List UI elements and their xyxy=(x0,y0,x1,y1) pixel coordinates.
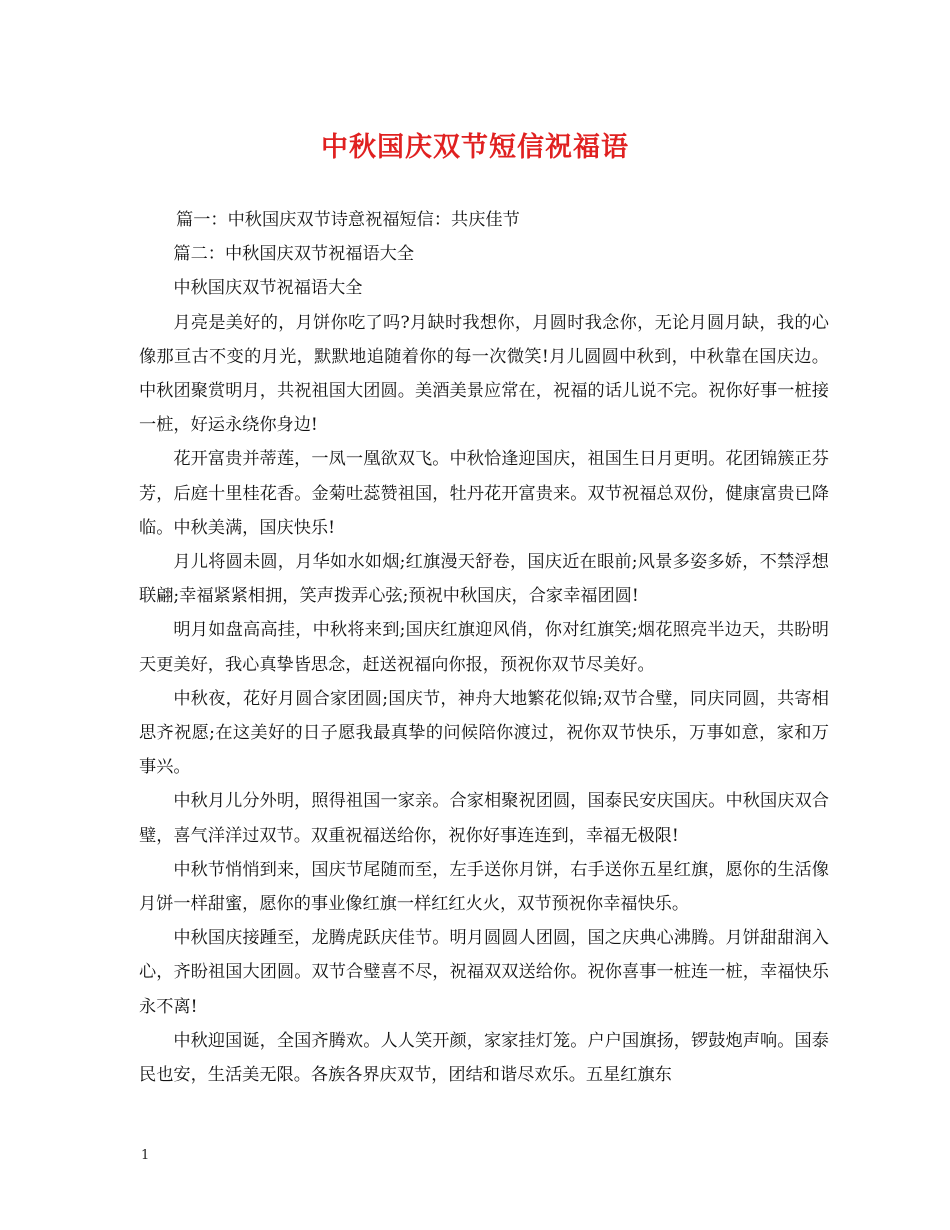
document-title: 中秋国庆双节短信祝福语 xyxy=(321,132,629,163)
paragraph: 花开富贵并蒂莲，一凤一凰欲双飞。中秋恰逢迎国庆，祖国生日月更明。花团锦簇正芬芳，后庭十里桂花香。金菊吐蕊赞祖国，牡丹花开富贵来。双节祝福总双份，健康富贵已降临。中秋美满，国庆快乐! xyxy=(139,449,829,538)
paragraph: 月儿将圆未圆，月华如水如烟;红旗漫天舒卷，国庆近在眼前;风景多姿多娇，不禁浮想联翩;幸福紧紧相拥，笑声拨弄心弦;预祝中秋国庆，合家幸福团圆! xyxy=(139,552,829,607)
paragraph: 明月如盘高高挂，中秋将来到;国庆红旗迎风俏，你对红旗笑;烟花照亮半边天，共盼明天更美好，我心真挚皆思念，赶送祝福向你报，预祝你双节尽美好。 xyxy=(139,620,829,675)
paragraph: 中秋迎国诞，全国齐腾欢。人人笑开颜，家家挂灯笼。户户国旗扬，锣鼓炮声响。国泰民也安，生活美无限。各族各界庆双节，团结和谐尽欢乐。五星红旗东 xyxy=(139,1030,829,1086)
paragraph: 中秋夜，花好月圆合家团圆;国庆节，神舟大地繁花似锦;双节合璧，同庆同圆，共寄相思齐祝愿;在这美好的日子愿我最真挚的问候陪你渡过，祝你双节快乐，万事如意，家和万事兴。 xyxy=(139,688,829,778)
document-body xyxy=(139,203,829,1092)
paragraph: 月亮是美好的，月饼你吃了吗?月缺时我想你，月圆时我念你，无论月圆月缺，我的心像那亘古不变的月光，默默地追随着你的每一次微笑!月儿圆圆中秋到，中秋靠在国庆边。中秋团聚赏明月，共祝祖国大团圆。美酒美景应常在，祝福的话儿说不完。祝你好事一桩接一桩，好运永绕你身边! xyxy=(139,312,829,436)
paragraph: 中秋国庆接踵至，龙腾虎跃庆佳节。明月圆圆人团圆，国之庆典心沸腾。月饼甜甜润入心，齐盼祖国大团圆。双节合璧喜不尽，祝福双双送给你。祝你喜事一桩连一桩，幸福快乐永不离! xyxy=(139,928,829,1017)
paragraph: 中秋月儿分外明，照得祖国一家亲。合家相聚祝团圆，国泰民安庆国庆。中秋国庆双合璧，喜气洋洋过双节。双重祝福送给你，祝你好事连连到，幸福无极限! xyxy=(139,791,829,846)
page-number: 1 xyxy=(141,1148,150,1163)
paragraph: 中秋节悄悄到来，国庆节尾随而至，左手送你月饼，右手送你五星红旗，愿你的生活像月饼一样甜蜜，愿你的事业像红旗一样红红火火，双节预祝你幸福快乐。 xyxy=(139,859,829,915)
paragraph: 篇一：中秋国庆双节诗意祝福短信：共庆佳节 xyxy=(176,210,520,230)
paragraph: 中秋国庆双节祝福语大全 xyxy=(173,278,363,299)
paragraph: 篇二：中秋国庆双节祝福语大全 xyxy=(173,244,415,265)
